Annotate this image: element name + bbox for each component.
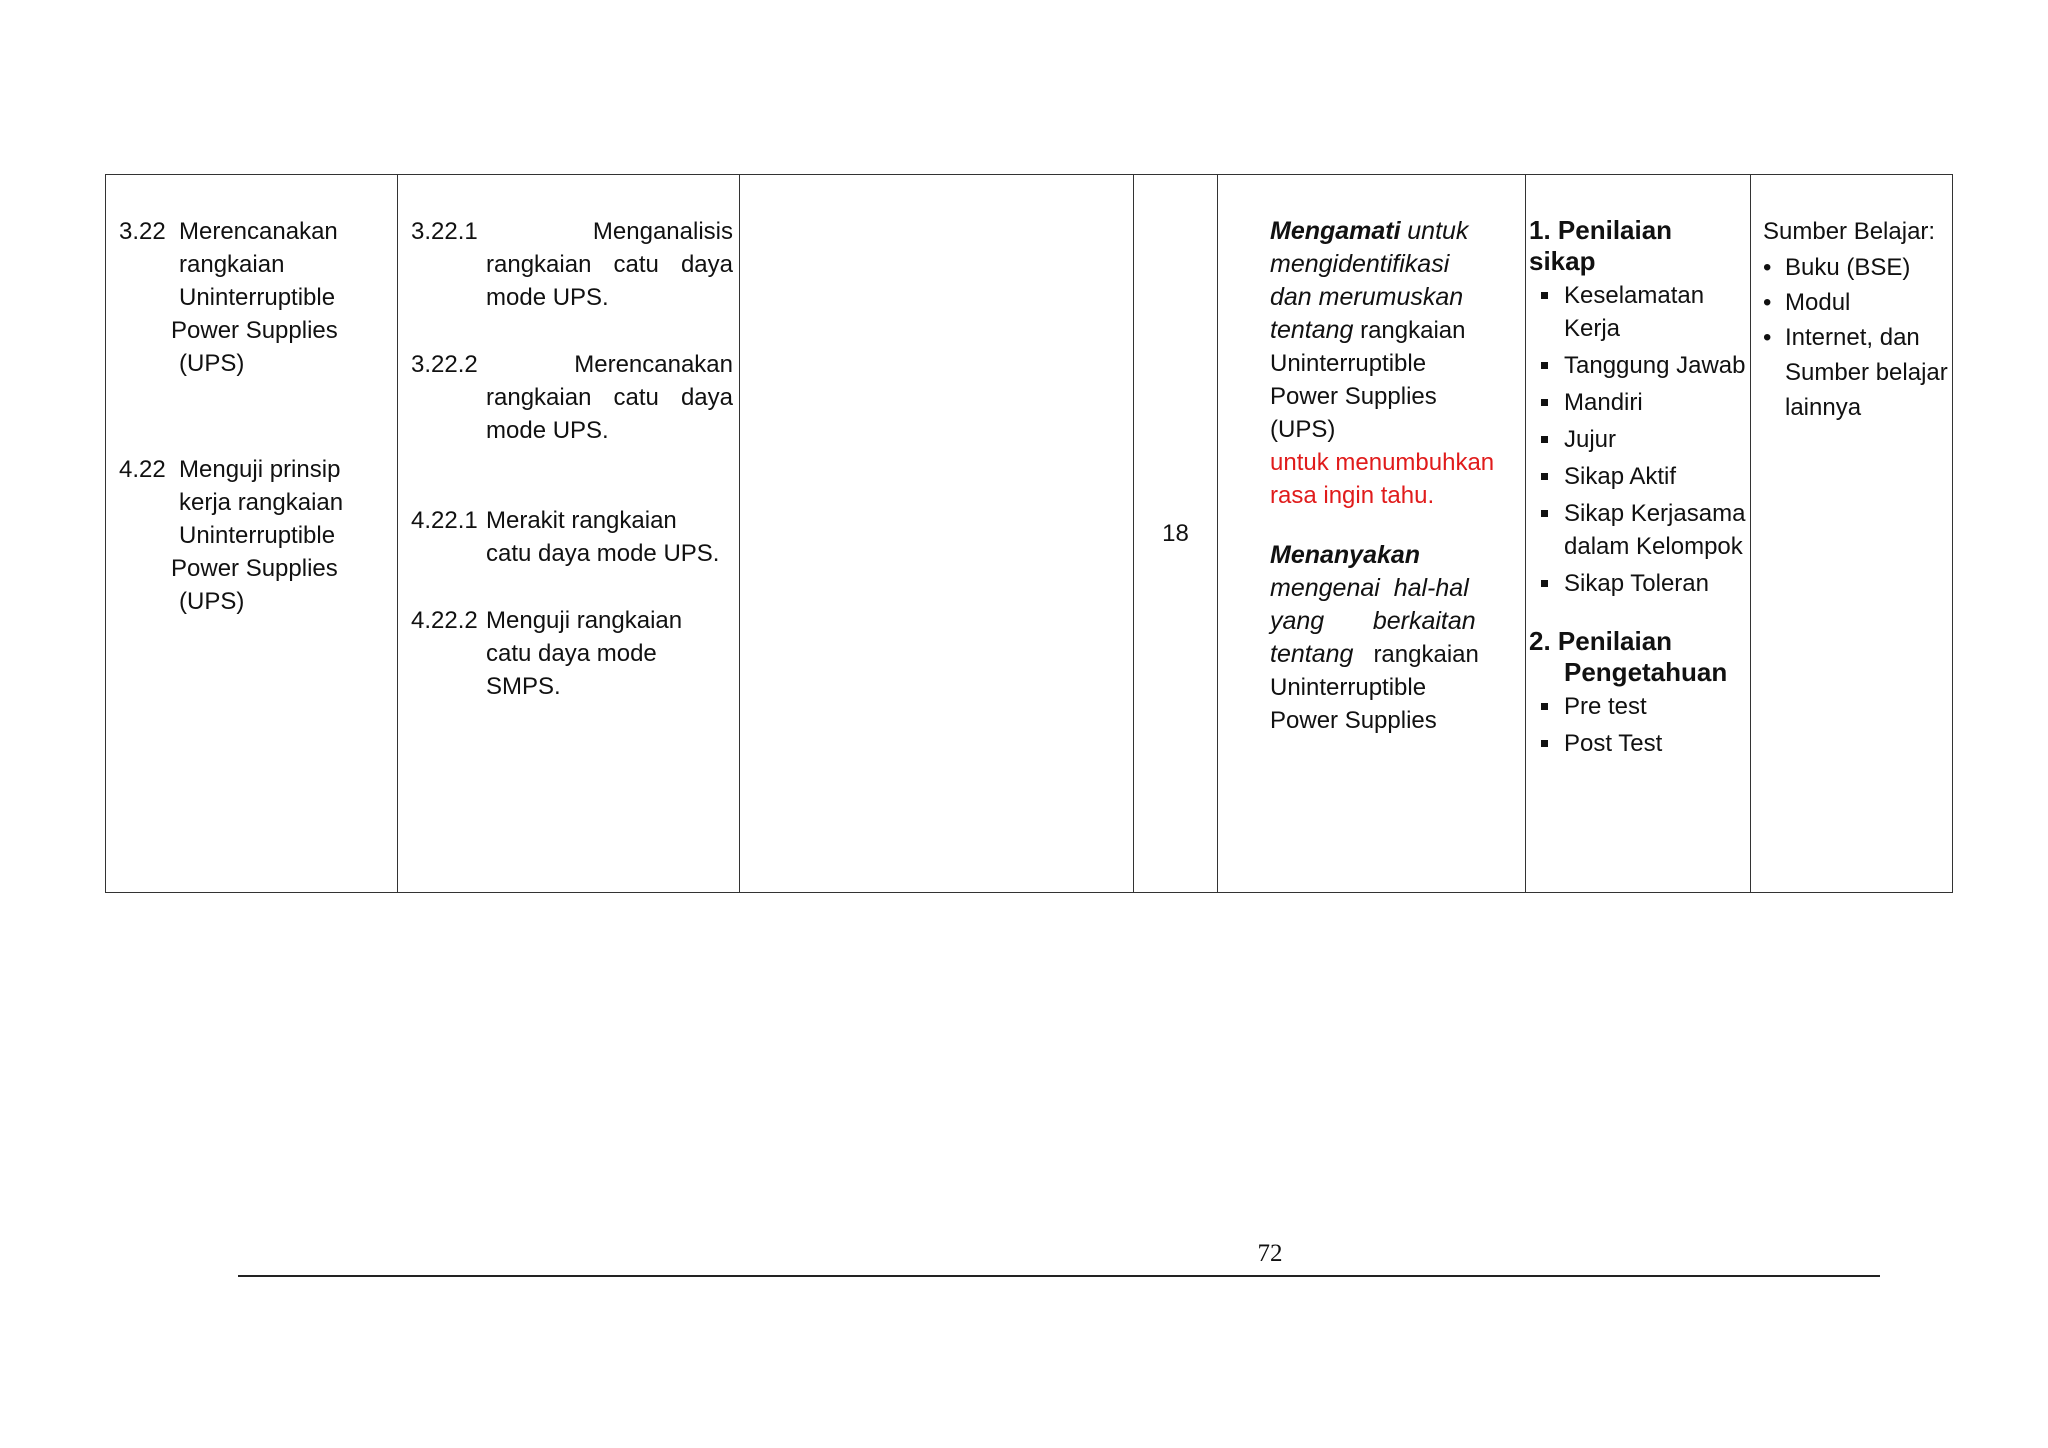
list-item: Sikap Aktif xyxy=(1529,460,1746,493)
competency-text: (UPS) xyxy=(179,350,245,377)
activity-text: mengenai hal-hal xyxy=(1270,574,1469,602)
activity-text: Power Supplies xyxy=(1270,707,1437,734)
indicator-cell xyxy=(398,175,740,893)
indicator-text: catu daya mode xyxy=(486,640,657,667)
activity-text: yang berkaitan xyxy=(1270,607,1476,635)
indicator-text: Merakit rangkaian xyxy=(486,507,677,534)
competency-number: 3.22 xyxy=(119,218,166,245)
activity-text: Uninterruptible xyxy=(1270,350,1427,377)
indicator-text: rangkaian catu daya xyxy=(486,251,733,278)
activity-keyword-ask: Menanyakan xyxy=(1270,541,1421,569)
activity-text: Uninterruptible xyxy=(1270,674,1427,701)
sources-title: Sumber Belajar: xyxy=(1763,218,1936,245)
list-item: Keselamatan Kerja xyxy=(1529,279,1746,345)
list-item: Jujur xyxy=(1529,423,1746,456)
competency-text: Merencanakan xyxy=(179,218,338,245)
competency-text: (UPS) xyxy=(179,588,245,615)
assessment-knowledge-title xyxy=(1529,626,1746,688)
list-item: • Modul xyxy=(1763,285,1948,320)
competency-text: Uninterruptible xyxy=(179,284,336,311)
indicator-text: mode UPS. xyxy=(486,284,609,311)
indicator-4-22-2 xyxy=(411,604,733,703)
activity-text: rangkaian xyxy=(1373,641,1479,668)
indicator-3-22-2 xyxy=(411,348,733,447)
list-item: • Internet, dan Sumber belajar lainnya xyxy=(1763,320,1948,425)
activity-text: dan merumuskan xyxy=(1270,283,1464,311)
assessment-title-text: 1. Penilaian xyxy=(1529,215,1673,245)
competency-text: Power Supplies xyxy=(171,317,338,344)
activity-text: tentang xyxy=(1270,640,1354,668)
sources-list xyxy=(1763,248,1948,425)
footer-divider xyxy=(238,1275,1880,1277)
competency-3-22 xyxy=(106,215,397,380)
activity-text: rangkaian xyxy=(1360,317,1466,344)
table-row xyxy=(106,175,1953,893)
indicator-text: SMPS. xyxy=(486,673,561,700)
indicator-text: Menguji rangkaian xyxy=(486,607,683,634)
assessment-title-text: Pengetahuan xyxy=(1564,657,1728,687)
activity-text: tentang xyxy=(1270,316,1354,344)
indicator-3-22-1 xyxy=(411,215,733,314)
activity-text: Power Supplies (UPS) xyxy=(1270,383,1437,443)
list-item: • Buku (BSE) xyxy=(1763,250,1948,285)
competency-cell xyxy=(106,175,398,893)
list-item: Mandiri xyxy=(1529,386,1746,419)
indicator-number: 4.22.1 xyxy=(411,507,478,534)
knowledge-list xyxy=(1529,688,1746,760)
assessment-attitude-title xyxy=(1529,215,1746,277)
competency-text: Menguji prinsip xyxy=(179,456,341,483)
indicator-text: Menganalisis xyxy=(592,218,733,245)
list-item: Sikap Kerjasama dalam Kelompok xyxy=(1529,497,1746,563)
time-allocation: 18 xyxy=(1162,520,1189,547)
assessment-title-text: sikap xyxy=(1529,246,1596,276)
competency-number: 4.22 xyxy=(119,456,166,483)
time-allocation-cell xyxy=(1134,175,1218,893)
indicator-number: 3.22.1 xyxy=(411,218,478,245)
list-item: Pre test xyxy=(1529,690,1746,723)
activity-text: untuk xyxy=(1407,217,1469,245)
list-item: Post Test xyxy=(1529,727,1746,760)
activity-highlight-text: rasa ingin tahu. xyxy=(1270,482,1435,509)
indicator-4-22-1 xyxy=(411,504,733,570)
material-cell xyxy=(740,175,1134,893)
attitude-list xyxy=(1529,277,1746,600)
assessment-title-text: 2. Penilaian xyxy=(1529,626,1673,656)
activity-text: mengidentifikasi xyxy=(1270,250,1450,278)
activity-cell xyxy=(1218,175,1526,893)
indicator-text: rangkaian catu daya xyxy=(486,384,733,411)
competency-4-22 xyxy=(106,453,397,618)
competency-text: Uninterruptible xyxy=(179,522,336,549)
competency-text: rangkaian xyxy=(179,251,285,278)
list-item: Tanggung Jawab xyxy=(1529,349,1746,382)
activity-keyword-observe: Mengamati xyxy=(1270,217,1401,245)
sources-cell xyxy=(1751,175,1953,893)
assessment-cell xyxy=(1526,175,1751,893)
indicator-number: 4.22.2 xyxy=(411,607,478,634)
indicator-number: 3.22.2 xyxy=(411,351,478,378)
indicator-text: Merencanakan xyxy=(574,351,733,378)
page-number: 72 xyxy=(1257,1240,1283,1267)
indicator-text: mode UPS. xyxy=(486,417,609,444)
activity-highlight-text: untuk menumbuhkan xyxy=(1270,449,1495,476)
competency-text: kerja rangkaian xyxy=(179,489,344,516)
list-item: Sikap Toleran xyxy=(1529,567,1746,600)
indicator-text: catu daya mode UPS. xyxy=(486,540,720,567)
syllabus-table xyxy=(105,174,1953,893)
competency-text: Power Supplies xyxy=(171,555,338,582)
